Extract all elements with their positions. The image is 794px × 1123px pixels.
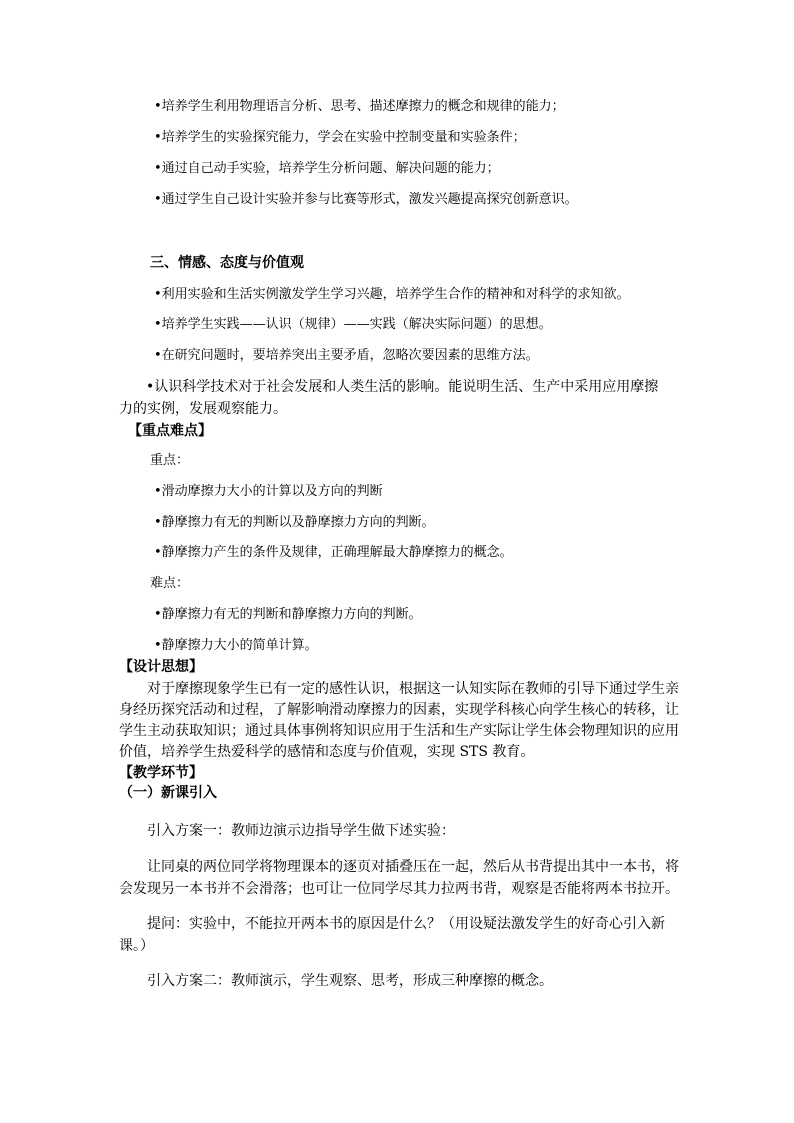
skill-item-3: •通过自己动手实验，培养学生分析问题、解决问题的能力； (154, 161, 500, 176)
design-line-1: 对于摩擦现象学生已有一定的感性认识，根据这一认知实际在教师的引导下通过学生亲 (147, 681, 679, 697)
question-line-1: 提问：实验中，不能拉开两本书的原因是什么？（用设疑法激发学生的好奇心引入新 (147, 916, 665, 932)
values-item-1: •利用实验和生活实例激发学生学习兴趣，培养学生合作的精神和对科学的求知欲。 (154, 287, 630, 302)
difficulty-item-1: •静摩擦力有无的判断和静摩擦力方向的判断。 (154, 607, 422, 622)
section-heading-teaching: 【教学环节】 (119, 765, 203, 781)
skill-item-2: •培养学生的实验探究能力，学会在实验中控制变量和实验条件； (154, 130, 526, 145)
values-paragraph-line-2: 力的实例，发展观察能力。 (119, 401, 287, 417)
difficulty-item-2: •静摩擦力大小的简单计算。 (154, 638, 318, 653)
design-line-3: 学生主动获取知识；通过具体事例将知识应用于生活和生产实际让学生体会物理知识的应用 (119, 723, 679, 739)
section-heading-design: 【设计思想】 (119, 659, 203, 675)
difficulty-label: 难点： (150, 576, 190, 591)
section-heading-values: 三、情感、态度与价值观 (150, 255, 304, 271)
key-label: 重点： (150, 453, 190, 468)
skill-item-4: •通过学生自己设计实验并参与比赛等形式，激发兴趣提高探究创新意识。 (154, 192, 578, 207)
plan-two: 引入方案二：教师演示，学生观察、思考，形成三种摩擦的概念。 (147, 973, 553, 989)
key-item-1: •滑动摩擦力大小的计算以及方向的判断 (154, 484, 383, 499)
experiment-line-2: 会发现另一本书并不会滑落；也可让一位同学尽其力拉两书背，观察是否能将两本书拉开。 (119, 881, 679, 897)
design-line-4: 价值，培养学生热爱科学的感情和态度与价值观，实现 STS 教育。 (119, 744, 535, 760)
key-item-3: •静摩擦力产生的条件及规律，正确理解最大静摩擦力的概念。 (154, 545, 513, 560)
design-line-2: 身经历探究活动和过程，了解影响滑动摩擦力的因素，实现学科核心向学生核心的转移，让 (119, 702, 679, 718)
key-item-2: •静摩擦力有无的判断以及静摩擦力方向的判断。 (154, 515, 435, 530)
section-heading-keypoints: 【重点难点】 (128, 423, 212, 439)
subheading-new-lesson: （一）新课引入 (119, 785, 217, 801)
question-line-2: 课。） (119, 938, 154, 954)
experiment-line-1: 让同桌的两位同学将物理课本的逐页对插叠压在一起，然后从书背提出其中一本书，将 (147, 859, 679, 875)
values-item-3: •在研究问题时，要培养突出主要矛盾，忽略次要因素的思维方法。 (154, 348, 539, 363)
values-item-2: •培养学生实践——认识（规律）——实践（解决实际问题）的思想。 (154, 317, 552, 332)
plan-one: 引入方案一：教师边演示边指导学生做下述实验： (147, 823, 455, 839)
skill-item-1: •培养学生利用物理语言分析、思考、描述摩擦力的概念和规律的能力； (154, 99, 565, 114)
values-paragraph-line-1: •认识科学技术对于社会发展和人类生活的影响。能说明生活、生产中采用应用摩擦 (146, 379, 659, 395)
